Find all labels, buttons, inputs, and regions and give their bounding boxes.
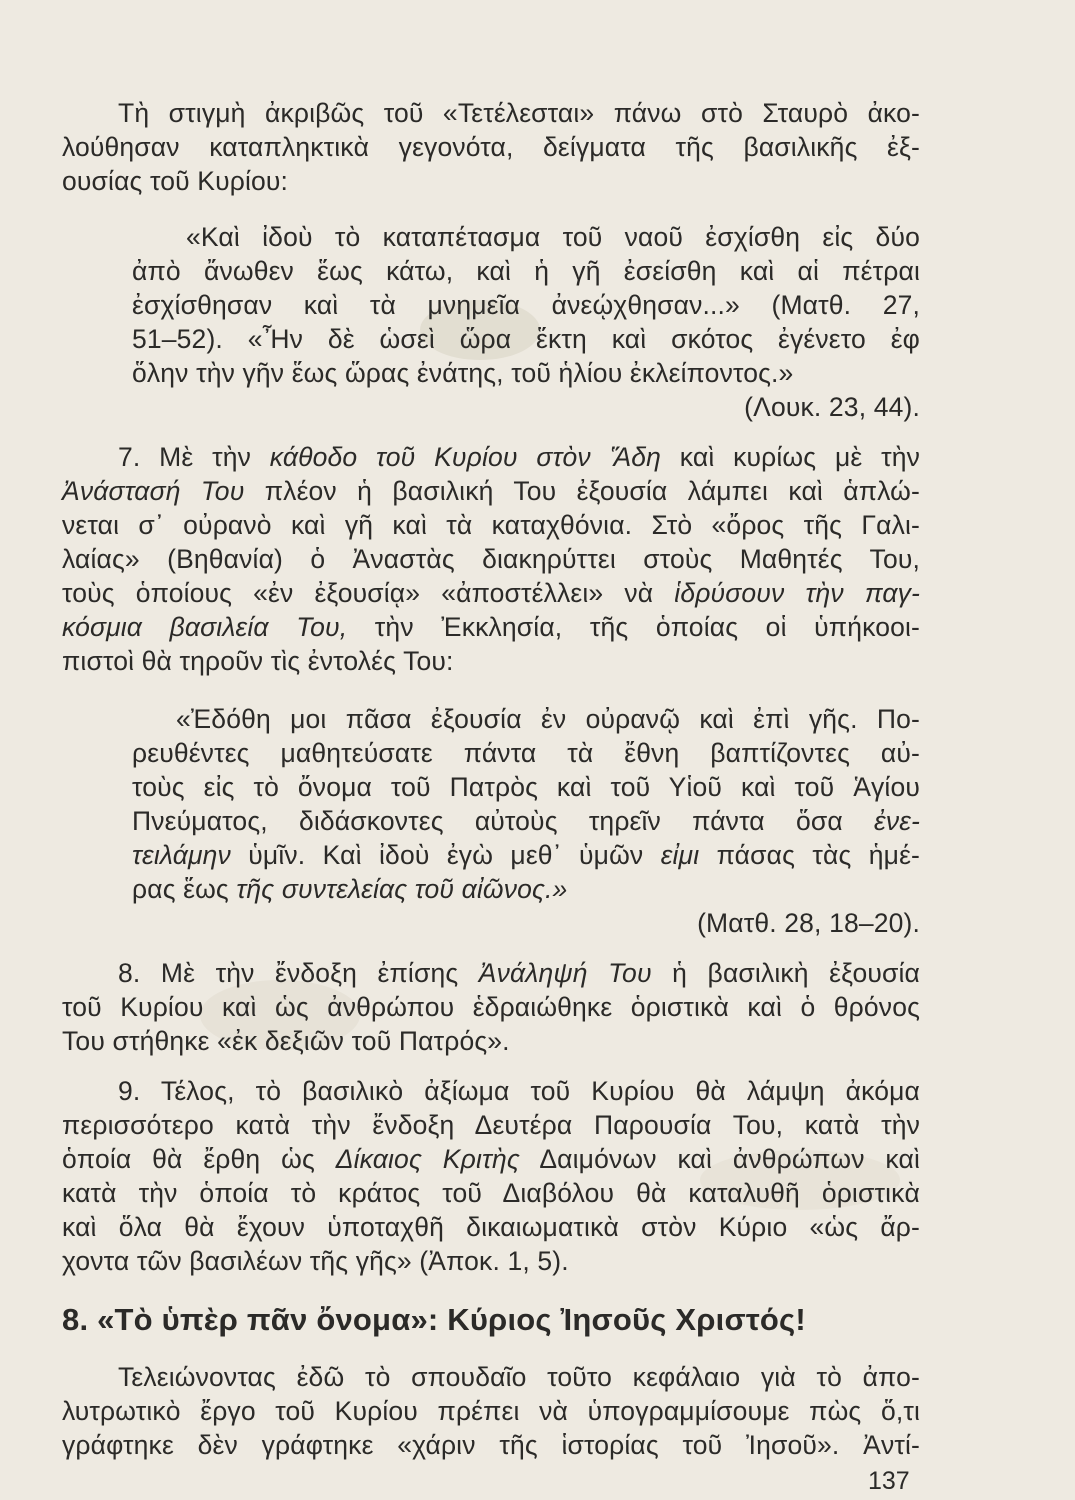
paragraph-line: λαίας» (Βηθανία) ὁ Ἀναστὰς διακηρύττει στοὺς Μαθητές Του, <box>62 544 920 574</box>
section-heading: 8. «Τὸ ὑπὲρ πᾶν ὄνομα»: Κύριος Ἰησοῦς Χριστός! <box>62 1302 806 1337</box>
quote-line: «Καὶ ἰδοὺ τὸ καταπέτασμα τοῦ ναοῦ ἐσχίσθη εἰς δύο <box>186 222 920 252</box>
quote-line: ρευθέντες μαθητεύσατε πάντα τὰ ἔθνη βαπτίζοντες αὐ- <box>132 738 920 768</box>
paragraph-line: κατὰ τὴν ὁποία τὸ κράτος τοῦ Διαβόλου θὰ καταλυθῆ ὁριστικὰ <box>62 1178 920 1208</box>
quote-line: τοὺς εἰς τὸ ὄνομα τοῦ Πατρὸς καὶ τοῦ Υἱοῦ καὶ τοῦ Ἁγίου <box>132 772 920 802</box>
quote-reference: (Ματθ. 28, 18–20). <box>697 908 920 938</box>
quote-line: ἐσχίσθησαν καὶ τὰ μνημεῖα ἀνεῴχθησαν...» (Ματθ. 27, <box>132 290 920 320</box>
paragraph-line: λυτρωτικὸ ἔργο τοῦ Κυρίου πρέπει νὰ ὑπογραμμίσουμε πὼς ὅ,τι <box>62 1396 920 1426</box>
paragraph-line: Τὴ στιγμὴ ἀκριβῶς τοῦ «Τετέλεσται» πάνω στὸ Σταυρὸ ἀκο- <box>118 98 920 128</box>
paragraph-line: καὶ ὅλα θὰ ἔχουν ὑποταχθῆ δικαιωματικὰ στὸν Κύριο «ὡς ἄρ- <box>62 1212 920 1242</box>
quote-line: 51–52). «Ἦν δὲ ὡσεὶ ὥρα ἕκτη καὶ σκότος ἐγένετο ἐφ <box>132 324 920 354</box>
paragraph-line: ουσίας τοῦ Κυρίου: <box>62 166 289 196</box>
paragraph-line: νεται σ᾿ οὐρανὸ καὶ γῆ καὶ τὰ καταχθόνια. Στὸ «ὄρος τῆς Γαλι- <box>62 510 920 540</box>
paragraph-line: Τελειώνοντας ἐδῶ τὸ σπουδαῖο τοῦτο κεφάλαιο γιὰ τὸ ἀπο- <box>118 1362 920 1392</box>
quote-line: τειλάμην ὑμῖν. Καὶ ἰδοὺ ἐγὼ μεθ᾿ ὑμῶν εἰμι πάσας τὰς ἡμέ- <box>132 840 921 870</box>
paragraph-line: 9. Τέλος, τὸ βασιλικὸ ἀξίωμα τοῦ Κυρίου θὰ λάμψη ἀκόμα <box>118 1076 920 1106</box>
quote-line: ρας ἕως τῆς συντελείας τοῦ αἰῶνος.» <box>132 874 568 904</box>
paragraph-line: περισσότερο κατὰ τὴν ἔνδοξη Δευτέρα Παρουσία Του, κατὰ τὴν <box>62 1110 920 1140</box>
paragraph-line: ὁποία θὰ ἔρθη ὡς Δίκαιος Κριτὴς Δαιμόνων καὶ ἀνθρώπων καὶ <box>62 1144 921 1174</box>
paragraph-line: κόσμια βασιλεία Του, τὴν Ἐκκλησία, τῆς ὁποίας οἱ ὑπήκοοι- <box>62 612 920 642</box>
paragraph-line: τοῦ Κυρίου καὶ ὡς ἀνθρώπου ἑδραιώθηκε ὁριστικὰ καὶ ὁ θρόνος <box>62 992 920 1022</box>
quote-reference: (Λουκ. 23, 44). <box>744 392 920 422</box>
paragraph-line: πιστοὶ θὰ τηροῦν τὶς ἐντολές Του: <box>62 646 454 676</box>
paragraph-line: 7. Μὲ τὴν κάθοδο τοῦ Κυρίου στὸν Ἅδη καὶ κυρίως μὲ τὴν <box>118 442 920 472</box>
page-number: 137 <box>868 1467 910 1495</box>
paragraph-line: λούθησαν καταπληκτικὰ γεγονότα, δείγματα τῆς βασιλικῆς ἐξ- <box>62 132 920 162</box>
paragraph-line: Του στήθηκε «ἐκ δεξιῶν τοῦ Πατρός». <box>62 1026 510 1056</box>
quote-line: «Ἐδόθη μοι πᾶσα ἐξουσία ἐν οὐρανῷ καὶ ἐπὶ γῆς. Πο- <box>176 704 920 734</box>
quote-line: Πνεύματος, διδάσκοντες αὐτοὺς τηρεῖν πάντα ὅσα ἐνε- <box>132 806 920 836</box>
quote-line: ἀπὸ ἄνωθεν ἕως κάτω, καὶ ἡ γῆ ἐσείσθη καὶ αἱ πέτραι <box>132 256 920 286</box>
quote-line: ὅλην τὴν γῆν ἕως ὥρας ἐνάτης, τοῦ ἡλίου ἐκλείποντος.» <box>132 358 794 388</box>
paragraph-line: Ἀνάστασή Του πλέον ἡ βασιλική Του ἐξουσία λάμπει καὶ ἁπλώ- <box>62 476 920 506</box>
paragraph-line: 8. Μὲ τὴν ἔνδοξη ἐπίσης Ἀνάληψή Του ἡ βασιλικὴ ἐξουσία <box>118 958 920 988</box>
paragraph-line: χοντα τῶν βασιλέων τῆς γῆς» (Ἀποκ. 1, 5). <box>62 1246 569 1276</box>
paragraph-line: γράφτηκε δὲν γράφτηκε «χάριν τῆς ἱστορίας τοῦ Ἰησοῦ». Ἀντί- <box>62 1430 920 1460</box>
paragraph-line: τοὺς ὁποίους «ἐν ἐξουσίᾳ» «ἀποστέλλει» νὰ ἱδρύσουν τὴν παγ- <box>62 578 920 608</box>
